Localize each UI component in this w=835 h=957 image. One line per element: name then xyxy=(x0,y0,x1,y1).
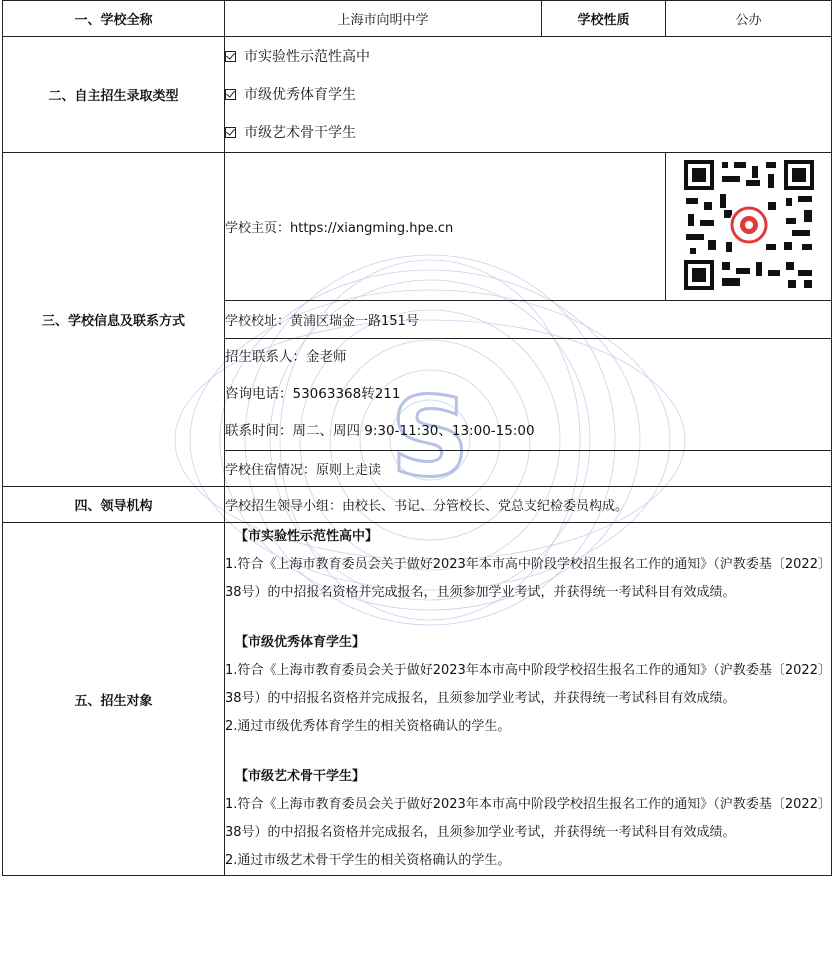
boarding-info: 学校住宿情况：原则上走读 xyxy=(225,451,832,487)
section-title: 【市级优秀体育学生】 xyxy=(235,635,366,650)
school-name-value: 上海市向明中学 xyxy=(225,1,542,37)
contact-hours: 联系时间：周二、周四 9:30-11:30、13:00-15:00 xyxy=(225,423,535,439)
leadership-value: 学校招生领导小组：由校长、书记、分管校长、党总支纪检委员构成。 xyxy=(225,487,832,523)
qr-code-icon xyxy=(682,158,816,292)
label-school-name: 一、学校全称 xyxy=(3,1,225,37)
homepage-link[interactable]: 学校主页：https://xiangming.hpe.cn xyxy=(225,221,454,236)
row-leadership xyxy=(3,487,832,523)
section-title: 【市实验性示范性高中】 xyxy=(235,529,379,544)
qr-code-cell xyxy=(666,153,832,301)
checked-box-icon xyxy=(225,89,236,100)
row-school-info xyxy=(3,153,832,301)
contact-person: 招生联系人：金老师 xyxy=(225,349,347,365)
label-leadership: 四、领导机构 xyxy=(3,487,225,523)
section-item: 1.符合《上海市教育委员会关于做好2023年本市高中阶段学校招生报名工作的通知》（沪教委基〔2022〕38号）的中招报名资格并完成报名，且须参加学业考试，并获得统一考试科目有效成绩。 xyxy=(225,663,831,706)
school-address: 学校校址：黄浦区瑞金一路151号 xyxy=(225,301,832,339)
contact-cell xyxy=(225,339,832,451)
admission-info-table xyxy=(2,0,832,876)
label-enrollment-targets: 五、招生对象 xyxy=(3,523,225,876)
section-item: 1.符合《上海市教育委员会关于做好2023年本市高中阶段学校招生报名工作的通知》（沪教委基〔2022〕38号）的中招报名资格并完成报名，且须参加学业考试，并获得统一考试科目有效成绩。 xyxy=(225,557,831,600)
target-section xyxy=(225,523,831,607)
admission-type-item: 市实验性示范性高中 xyxy=(225,38,831,76)
label-school-nature: 学校性质 xyxy=(542,1,666,37)
svg-text:S: S xyxy=(390,373,470,501)
contact-phone: 咨询电话：53063368转211 xyxy=(225,386,401,402)
checked-box-icon xyxy=(225,127,236,138)
admission-type-item: 市级优秀体育学生 xyxy=(225,76,831,114)
target-section xyxy=(225,629,831,741)
admission-types-list xyxy=(225,37,832,153)
label-school-info: 三、学校信息及联系方式 xyxy=(3,153,225,487)
homepage-cell xyxy=(225,153,666,301)
checked-box-icon xyxy=(225,51,236,62)
section-item: 2.通过市级优秀体育学生的相关资格确认的学生。 xyxy=(225,719,511,734)
label-admission-types: 二、自主招生录取类型 xyxy=(3,37,225,153)
section-title: 【市级艺术骨干学生】 xyxy=(235,769,366,784)
section-item: 1.符合《上海市教育委员会关于做好2023年本市高中阶段学校招生报名工作的通知》（沪教委基〔2022〕38号）的中招报名资格并完成报名，且须参加学业考试，并获得统一考试科目有效成绩。 xyxy=(225,797,831,840)
admission-type-item: 市级艺术骨干学生 xyxy=(225,114,831,152)
enrollment-targets-cell xyxy=(225,523,832,876)
row-enrollment-targets xyxy=(3,523,832,876)
row-school-name xyxy=(3,1,832,37)
target-section xyxy=(225,763,831,875)
row-admission-types xyxy=(3,37,832,153)
section-item: 2.通过市级艺术骨干学生的相关资格确认的学生。 xyxy=(225,853,511,868)
school-nature-value: 公办 xyxy=(666,1,832,37)
